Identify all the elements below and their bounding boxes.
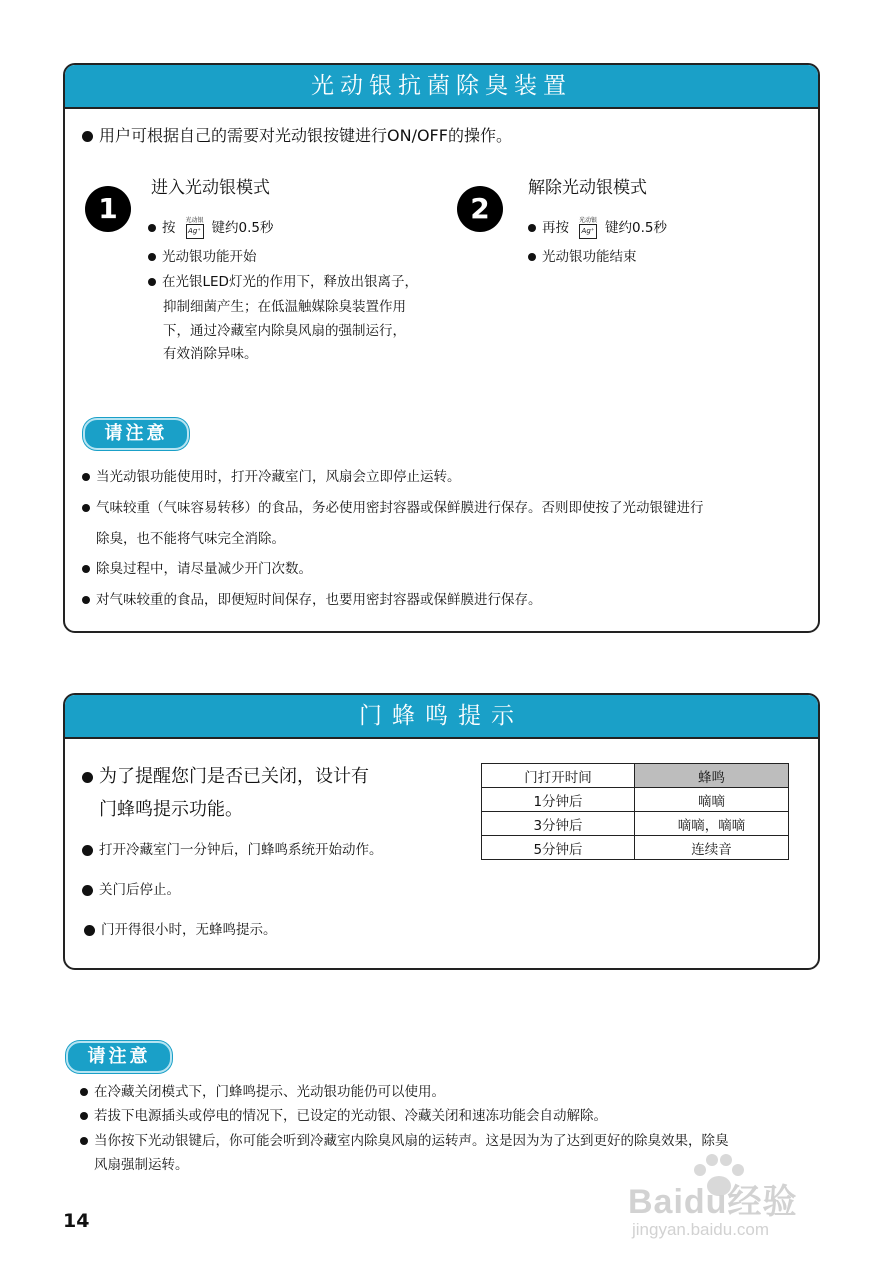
- notice-item: 气味较重（气味容易转移）的食品，务必使用密封容器或保鲜膜进行保存。否则即使按了光动银键进行: [82, 496, 704, 516]
- notice-label: 请注意: [83, 418, 189, 450]
- silver-ion-key-icon: 光动银 Ag⁺: [577, 217, 597, 239]
- step-2-bullet-press: 再按 光动银 Ag⁺ 键约0.5秒: [528, 216, 667, 239]
- bullet-icon: [84, 925, 95, 936]
- bullet-icon: [82, 845, 93, 856]
- bullet-icon: [82, 772, 93, 783]
- baidu-watermark: [628, 1150, 838, 1250]
- notice-item: 除臭过程中，请尽量减少开门次数。: [82, 557, 312, 577]
- door-alarm-title: 门蜂鸣提示: [65, 695, 818, 739]
- table-cell: 嘀嘀，嘀嘀: [635, 812, 789, 836]
- table-cell: 5分钟后: [482, 836, 635, 860]
- door-alarm-lead: 为了提醒您门是否已关闭，设计有: [82, 762, 369, 788]
- step-1-heading: 进入光动银模式: [151, 178, 270, 198]
- bullet-icon: [528, 253, 536, 261]
- watermark-brand: Baidu经验: [628, 1183, 798, 1221]
- watermark-url: jingyan.baidu.com: [632, 1220, 770, 1239]
- bottom-notice-item: 若拔下电源插头或停电的情况下，已设定的光动银、冷藏关闭和速冻功能会自动解除。: [80, 1104, 607, 1124]
- table-row: [482, 836, 789, 860]
- bullet-icon: [82, 596, 90, 604]
- bullet-icon: [148, 278, 156, 286]
- bullet-icon: [148, 224, 156, 232]
- bullet-icon: [82, 885, 93, 896]
- page-number: 14: [63, 1210, 90, 1232]
- table-header-cell: 门打开时间: [482, 764, 635, 788]
- bullet-icon: [82, 131, 93, 142]
- step-2-bullet-end: 光动银功能结束: [528, 245, 637, 265]
- table-cell: 连续音: [635, 836, 789, 860]
- table-cell: 嘀嘀: [635, 788, 789, 812]
- bottom-notice-item: 在冷藏关闭模式下，门蜂鸣提示、光动银功能仍可以使用。: [80, 1080, 445, 1100]
- silver-ion-key-icon: 光动银 Ag⁺: [184, 217, 204, 239]
- table-cell: 1分钟后: [482, 788, 635, 812]
- bullet-icon: [80, 1088, 88, 1096]
- notice-item: 当光动银功能使用时，打开冷藏室门，风扇会立即停止运转。: [82, 465, 461, 485]
- bullet-icon: [148, 253, 156, 261]
- door-alarm-bullet: 关门后停止。: [82, 878, 180, 898]
- bullet-icon: [528, 224, 536, 232]
- silver-ion-title: 光动银抗菌除臭装置: [65, 65, 818, 109]
- table-header-cell: 蜂鸣: [635, 764, 789, 788]
- notice-item: 对气味较重的食品，即便短时间保存，也要用密封容器或保鲜膜进行保存。: [82, 588, 542, 608]
- door-alarm-table: [481, 763, 789, 860]
- bullet-icon: [82, 565, 90, 573]
- step-1-badge: 1: [85, 186, 131, 232]
- bullet-icon: [82, 504, 90, 512]
- door-alarm-bullet: 门开得很小时，无蜂鸣提示。: [84, 918, 277, 938]
- bottom-notice-label: 请注意: [66, 1041, 172, 1073]
- door-alarm-lead-line-2: 门蜂鸣提示功能。: [99, 799, 243, 820]
- table-header-row: [482, 764, 789, 788]
- step-1-desc-line-3: 下，通过冷藏室内除臭风扇的强制运行，: [163, 323, 406, 339]
- step-1-desc-line-4: 有效消除异味。: [163, 346, 258, 362]
- door-alarm-bullet: 打开冷藏室门一分钟后，门蜂鸣系统开始动作。: [82, 838, 383, 858]
- table-cell: 3分钟后: [482, 812, 635, 836]
- bullet-icon: [80, 1112, 88, 1120]
- step-1-desc-line-2: 抑制细菌产生；在低温触媒除臭装置作用: [163, 299, 406, 315]
- step-2-heading: 解除光动银模式: [528, 178, 647, 198]
- bottom-notice-item: 当你按下光动银键后，你可能会听到冷藏室内除臭风扇的运转声。这是因为为了达到更好的除臭效果，除臭: [80, 1129, 729, 1149]
- silver-ion-intro: 用户可根据自己的需要对光动银按键进行ON/OFF的操作。: [82, 123, 512, 146]
- bottom-notice-item-continued: 风扇强制运转。: [94, 1157, 189, 1173]
- table-row: [482, 812, 789, 836]
- bullet-icon: [82, 473, 90, 481]
- step-1-bullet-press: 按 光动银 Ag⁺ 键约0.5秒: [148, 216, 273, 239]
- step-1-bullet-start: 光动银功能开始: [148, 245, 257, 265]
- notice-item-continued: 除臭，也不能将气味完全消除。: [96, 531, 285, 547]
- table-row: [482, 788, 789, 812]
- bullet-icon: [80, 1137, 88, 1145]
- step-2-badge: 2: [457, 186, 503, 232]
- step-1-bullet-desc: 在光银LED灯光的作用下，释放出银离子，: [148, 270, 418, 290]
